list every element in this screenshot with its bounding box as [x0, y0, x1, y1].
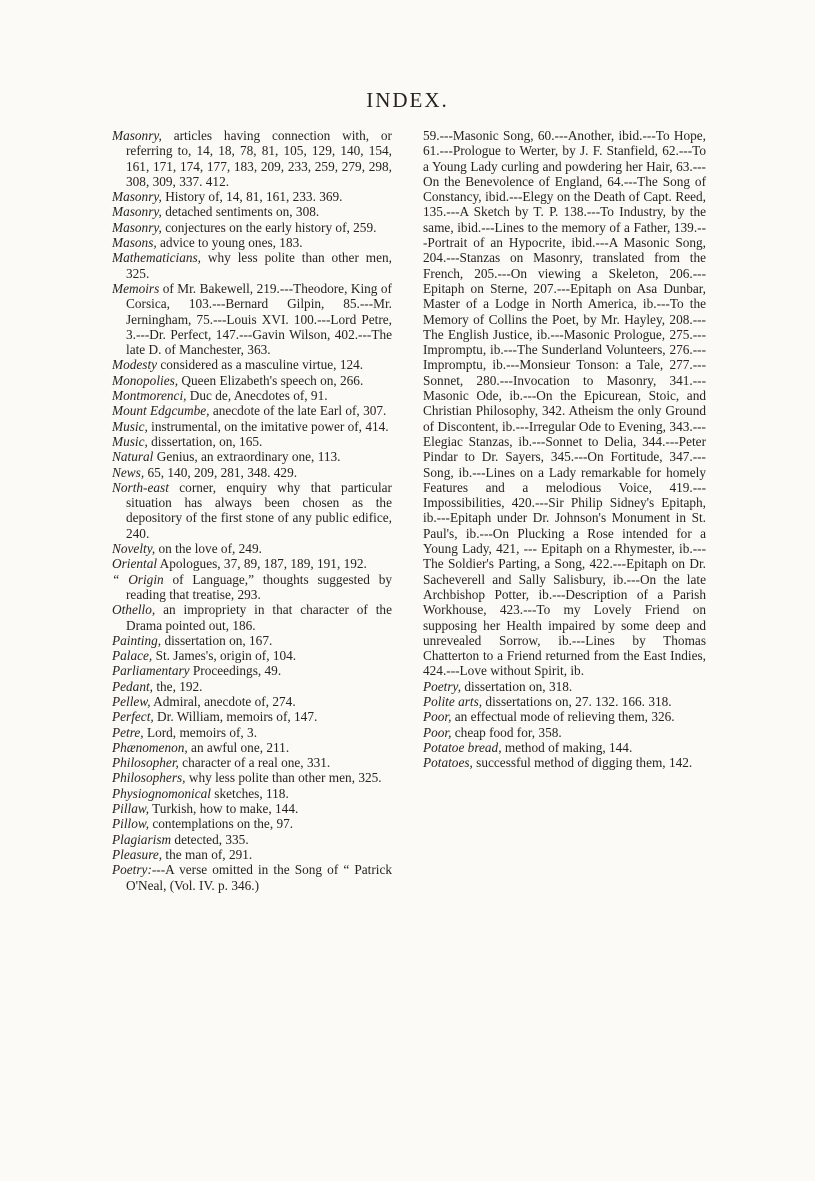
index-entry-text: anecdote of the late Earl of, 307. [209, 403, 387, 419]
index-entry [112, 786, 392, 801]
index-entry [112, 480, 392, 541]
index-entry-term: Poetry: [112, 862, 152, 878]
index-entry-term: Philosopher, [112, 755, 179, 771]
index-entry-term: Pedant, [112, 678, 153, 694]
index-entry-text: method of making, 144. [501, 739, 633, 755]
index-entry-term: Polite arts, [423, 693, 483, 709]
index-entry-text: dissertations on, 27. 132. 166. 318. [482, 693, 672, 709]
index-entry-term: Petre, [112, 724, 144, 740]
index-entry [112, 694, 392, 709]
index-column-right [423, 128, 706, 770]
index-entry-text: dissertation on, 167. [161, 632, 273, 648]
index-entry [112, 847, 392, 862]
index-entry-text: Admiral, anecdote of, 274. [150, 693, 296, 709]
index-entry [112, 556, 392, 571]
index-entry [112, 725, 392, 740]
index-entry-text: the, 192. [153, 678, 203, 694]
index-entry-term: Monopolies, [112, 372, 179, 388]
index-entry-text: Proceedings, 49. [189, 663, 282, 679]
index-entry-term: Othello, [112, 602, 156, 618]
index-entry-text: Lord, memoirs of, 3. [143, 724, 258, 740]
index-entry-text: 65, 140, 209, 281, 348. 429. [144, 464, 298, 480]
index-entry-term: Music, [112, 418, 148, 434]
index-entry [112, 128, 392, 189]
index-entry [112, 373, 392, 388]
index-entry [112, 465, 392, 480]
index-entry [112, 862, 392, 893]
index-entry-term: Philosophers, [112, 770, 186, 786]
index-entry [112, 388, 392, 403]
index-entry-term: Masonry, [112, 189, 162, 205]
index-entry-term: Masonry, [112, 128, 162, 143]
index-entry [112, 709, 392, 724]
index-column-left [112, 128, 392, 893]
index-entry-term: Modesty [112, 357, 158, 373]
index-entry [112, 250, 392, 281]
index-entry-text: Dr. William, memoirs of, 147. [153, 709, 318, 725]
index-entry-text: contemplations on the, 97. [149, 816, 294, 832]
index-entry-text: on the love of, 249. [155, 541, 262, 557]
index-entry-term: Plagiarism [112, 831, 172, 847]
index-entry-text: St. James's, origin of, 104. [152, 648, 297, 664]
index-entry-text: cheap food for, 358. [451, 724, 562, 740]
index-entry-text: an impropriety in that character of the Drama pointed out, 186. [126, 602, 392, 633]
index-entry-term: “ Origin [112, 571, 164, 587]
index-entry-term: Poor, [423, 724, 452, 740]
index-entry-text: advice to young ones, 183. [156, 235, 303, 251]
index-entry [112, 770, 392, 785]
index-entry-term: Parliamentary [112, 663, 190, 679]
index-entry [112, 801, 392, 816]
index-entry [112, 648, 392, 663]
index-entry-term: Mount Edgcumbe, [112, 403, 210, 419]
index-entry-term: Novelty, [112, 541, 156, 557]
page-title: INDEX. [366, 88, 449, 112]
index-entry [112, 419, 392, 434]
index-entry [112, 204, 392, 219]
index-entry-term: Pillow, [112, 816, 150, 832]
index-entry [112, 633, 392, 648]
index-entry [423, 709, 706, 724]
index-entry-term: North-east [112, 479, 169, 495]
index-entry [112, 220, 392, 235]
index-entry-term: Painting, [112, 632, 162, 648]
index-entry-text: dissertation, on, 165. [147, 433, 263, 449]
index-entry-term: News, [112, 464, 145, 480]
index-entry [112, 235, 392, 250]
index-entry [112, 816, 392, 831]
index-entry-text: ---A verse omitted in the Song of “ Patrick O'Neal, (Vol. IV. p. 346.) [126, 862, 392, 893]
index-entry [112, 189, 392, 204]
index-entry-text: the man of, 291. [162, 846, 253, 862]
index-entry-text: History of, 14, 81, 161, 233. 369. [161, 189, 343, 205]
index-entry [112, 281, 392, 357]
index-entry [423, 740, 706, 755]
index-entry [112, 663, 392, 678]
index-entry-term: Masonry, [112, 204, 162, 220]
index-entry-text: Duc de, Anecdotes of, 91. [186, 388, 328, 404]
index-entry-term: Physiognomonical [112, 785, 211, 801]
index-entry-term: Music, [112, 433, 148, 449]
index-entry-text: detected, 335. [171, 831, 249, 847]
index-entry-term: Memoirs [112, 280, 160, 296]
index-entry [112, 357, 392, 372]
index-entry [423, 694, 706, 709]
index-entry-term: Masons, [112, 235, 157, 251]
index-entry [112, 832, 392, 847]
index-entry-text: character of a real one, 331. [178, 755, 331, 771]
index-entry-text: Turkish, how to make, 144. [149, 801, 299, 817]
index-entry-term: Pellew, [112, 693, 151, 709]
index-entry [423, 725, 706, 740]
index-entry-term: Poor, [423, 709, 452, 725]
index-entry-term: Potatoes, [423, 755, 473, 771]
index-entry-term: Phænomenon, [112, 739, 188, 755]
index-entry-text: of Language,” thoughts suggested by reading that treatise, 293. [126, 571, 392, 602]
index-entry-term: Mathematicians, [112, 250, 202, 266]
index-entry [112, 740, 392, 755]
index-entry [112, 434, 392, 449]
index-entry-text: detached sentiments on, 308. [161, 204, 320, 220]
index-entry-text: dissertation on, 318. [461, 678, 573, 694]
index-entry-text: articles having connection with, or referring to, 14, 18, 78, 81, 105, 129, 140, 154, 161, 171, 174, 177, 183, 209, 233, 259, 279, 298, 308, 309, 337. 412. [126, 128, 392, 189]
index-entry-text: why less polite than other men, 325. [126, 250, 392, 281]
index-entry-text: conjectures on the early history of, 259. [161, 219, 377, 235]
index-entry-text: why less polite than other men, 325. [185, 770, 382, 786]
index-entry-text: an awful one, 211. [187, 739, 290, 755]
index-entry-text: instrumental, on the imitative power of, 414. [147, 418, 389, 434]
index-entry [423, 755, 706, 770]
index-column-right-entries [423, 679, 706, 771]
index-entry-text: successful method of digging them, 142. [472, 755, 693, 771]
index-entry-text: Apologues, 37, 89, 187, 189, 191, 192. [157, 556, 367, 572]
index-entry-text: an effectual mode of relieving them, 326. [451, 709, 675, 725]
index-entry [112, 572, 392, 603]
index-entry [112, 679, 392, 694]
index-entry-term: Potatoe bread, [423, 739, 502, 755]
index-entry [423, 679, 706, 694]
index-entry-term: Natural [112, 449, 154, 465]
index-entry-term: Pleasure, [112, 846, 163, 862]
index-entry-text: considered as a masculine virtue, 124. [157, 357, 364, 373]
poetry-entry-continuation: 59.---Masonic Song, 60.---Another, ibid.---To Hope, 61.---Prologue to Werter, by J. F. Stanfield, 62.---To a Young Lady curling and powdering her Hair, 63.---On the Benevolence of England, 64.---The Song of Constancy, ibid.---Elegy on the Death of Capt. Reed, 135.---A Sketch by T. P. 138.---To Industry, by the same, ibid.---Lines to the memory of a Father, 139.---Portrait of an Hypocrite, ibid.---A Masonic Song, 204.---Stanzas on Masonry, translated from the French, 205.---On viewing a Skeleton, 206.---Epitaph on Sterne, 207.---Epitaph on Asa Dunbar, Master of a Lodge in North America, ib.---To the Memory of Collins the Poet, by Mr. Hayley, 208.---The English Justice, ib.---Masonic Prologue, 275.---Impromptu, ib.---The Sunderland Volunteers, 276.---Impromptu, ib.---Monsieur Tonson: a Tale, 277.---Sonnet, 280.---Invocation to Masonry, 341.---Masonic Ode, ib.---On the Epicurean, Stoic, and Christian Philosophy, 342. Atheism the only Ground of Discontent, ib.---Irregular Ode to Evening, 343.---Elegiac Stanzas, ib.---Sonnet to Delia, 344.---Peter Pindar to Dr. Sayers, 345.---On Fortitude, 347.---Song, ib.---Lines on a Lady remarkable for homely Features and a melodious Voice, 419.---Impossibilities, 420.---Sir Philip Sidney's Epitaph, ib.---Epitaph under Dr. Johnson's Monument in St. Paul's, ib.---On Plucking a Rose intended for a Young Lady, 421, --- Epitaph on a Rhymester, ib.--- The Soldier's Parting, a Song, 422.---Epitaph on Dr. Sacheverell and Sally Salisbury, ib.---On the late Archbishop Potter, ib.---Description of a Parish Workhouse, 423.---To my Lovely Friend on supposing her Health impaired by some deep and unrevealed Sorrow, ib.---Lines by Thomas Chatterton to a Friend returned from the East Indies, 424.---Love without Spirit, ib. [423, 128, 706, 679]
index-entry-text: Genius, an extraordinary one, 113. [153, 449, 341, 465]
index-entry [112, 403, 392, 418]
index-entry-text: sketches, 118. [210, 785, 289, 801]
index-entry [112, 541, 392, 556]
index-entry-text: corner, enquiry why that particular situation has always been chosen as the depository of the first stone of any public edifice, 240. [126, 479, 392, 541]
index-entry [112, 755, 392, 770]
index-entry-text: Queen Elizabeth's speech on, 266. [178, 372, 364, 388]
index-entry-term: Oriental [112, 556, 158, 572]
index-entry-term: Montmorenci, [112, 388, 187, 404]
index-entry [112, 602, 392, 633]
index-entry-term: Perfect, [112, 709, 154, 725]
index-entry-term: Palace, [112, 648, 153, 664]
index-entry-term: Poetry, [423, 678, 462, 694]
index-entry-text: of Mr. Bakewell, 219.---Theodore, King of Corsica, 103.---Bernard Gilpin, 85.---Mr. Jerningham, 75.---Louis XVI. 100.---Lord Petre, 3.---Dr. Perfect, 147.---Gavin Wilson, 402.---The late D. of Manchester, 363. [126, 280, 392, 358]
index-entry-term: Pillaw, [112, 801, 150, 817]
index-entry-term: Masonry, [112, 219, 162, 235]
index-entry [112, 449, 392, 464]
